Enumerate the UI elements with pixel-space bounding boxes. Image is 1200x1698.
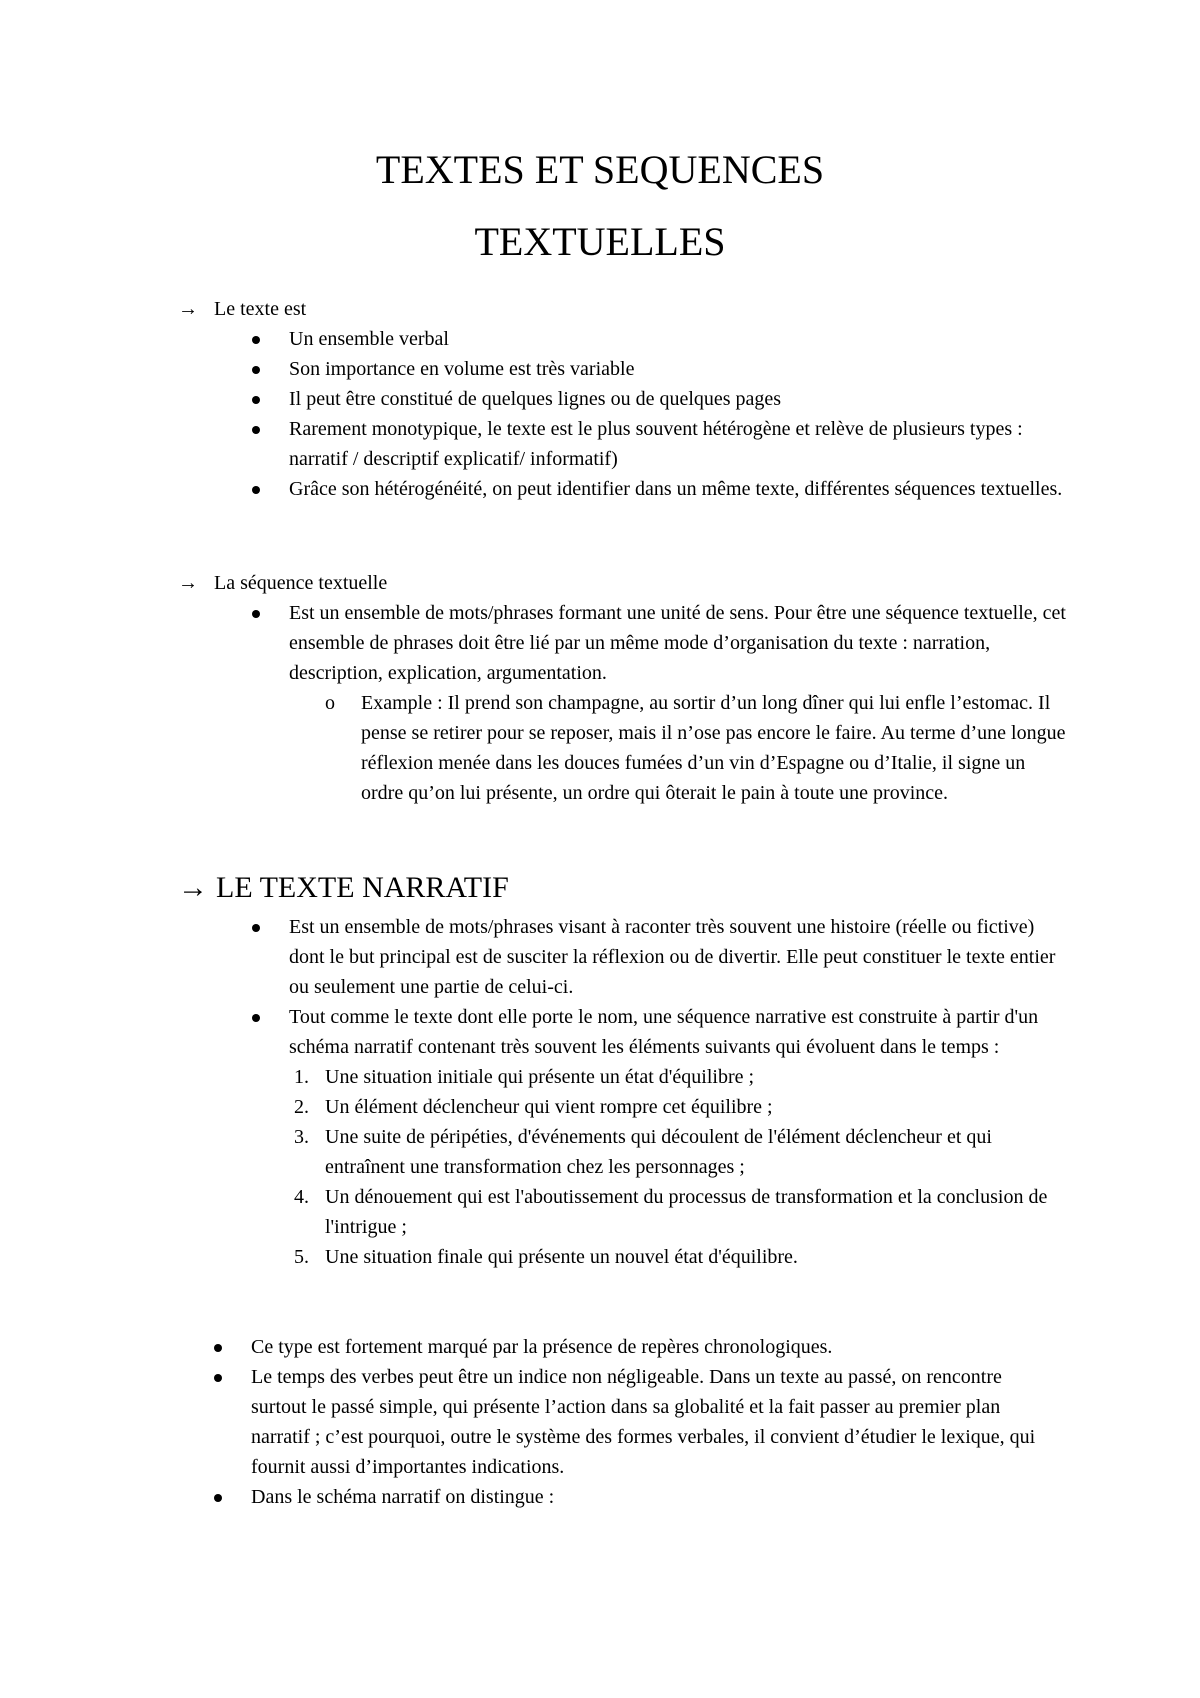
bullet-icon: [214, 1494, 222, 1502]
bullet-icon: [252, 1014, 260, 1022]
numbered-item-text: Une situation initiale qui présente un état d'équilibre ;: [325, 1066, 755, 1088]
list-item: [250, 1002, 1070, 1272]
numbered-item-text: Un dénouement qui est l'aboutissement du processus de transformation et la conclusion de l'intrigue ;: [325, 1186, 1048, 1238]
list-item: [250, 414, 1070, 474]
arrow-icon: →: [178, 298, 198, 320]
example-text: Example : Il prend son champagne, au sortir d’un long dîner qui lui enfle l’estomac. Il pense se retirer pour se reposer, mais il n’ose pas encore le faire. Au terme d’une longue réflexion menée dans les douces fumées d’un vin d’Espagne ou d’Italie, il signe un ordre qu’on lui présente, un ordre qui ôterait le pain à toute une province.: [361, 692, 1066, 804]
list-item-text: Le temps des verbes peut être un indice non négligeable. Dans un texte au passé, on rencontre surtout le passé simple, qui présente l’action dans sa globalité et la fait passer au premier plan narratif ; c’est pourquoi, outre le système des formes verbales, il convient d’étudier le lexique, qui fournit aussi d’importantes indications.: [251, 1366, 1036, 1478]
list-item-text: Son importance en volume est très variable: [289, 358, 635, 380]
numbered-item: [285, 1062, 1070, 1092]
bullet-icon: [252, 336, 260, 344]
numbered-item-text: Un élément déclencheur qui vient rompre cet équilibre ;: [325, 1096, 773, 1118]
numbered-item: [285, 1122, 1070, 1182]
bullet-icon: [252, 366, 260, 374]
item-number: 5.: [294, 1246, 309, 1268]
section-heading-narratif: [178, 870, 509, 906]
bullet-list-narratif: [250, 912, 1070, 1272]
item-number: 1.: [294, 1066, 309, 1088]
bullet-icon: [252, 610, 260, 618]
numbered-item: [285, 1092, 1070, 1122]
list-item-text: Grâce son hétérogénéité, on peut identifier dans un même texte, différentes séquences textuelles.: [289, 478, 1063, 500]
section-heading-texte: [178, 294, 306, 324]
document-title-line-1: TEXTES ET SEQUENCES: [375, 147, 825, 192]
document-title-line-2: TEXTUELLES: [474, 219, 726, 264]
item-number: 2.: [294, 1096, 309, 1118]
section-heading-label: Le texte est: [214, 298, 307, 320]
list-item-text: Est un ensemble de mots/phrases formant une unité de sens. Pour être une séquence textuelle, cet ensemble de phrases doit être lié par un même mode d’organisation du texte : narration, description, explication, argumentation.: [289, 602, 1066, 684]
list-item: [250, 354, 1070, 384]
list-item: [212, 1362, 1062, 1482]
list-item-text: Dans le schéma narratif on distingue :: [251, 1486, 555, 1508]
numbered-item: [285, 1182, 1070, 1242]
list-item: [212, 1482, 1062, 1512]
sub-list: [323, 688, 1070, 808]
list-item: [250, 912, 1070, 1002]
list-item: [250, 598, 1070, 808]
item-number: 4.: [294, 1186, 309, 1208]
numbered-item-text: Une suite de péripéties, d'événements qui découlent de l'élément déclencheur et qui entraînent une transformation chez les personnages ;: [325, 1126, 992, 1178]
bullet-icon: [252, 486, 260, 494]
list-item-text: Ce type est fortement marqué par la présence de repères chronologiques.: [251, 1336, 833, 1358]
section-heading-label: La séquence textuelle: [214, 572, 388, 594]
list-item-text: Un ensemble verbal: [289, 328, 449, 350]
list-item: [212, 1332, 1062, 1362]
list-item-text: Est un ensemble de mots/phrases visant à raconter très souvent une histoire (réelle ou fictive) dont le but principal est de susciter la réflexion ou de divertir. Elle peut constituer le texte entier ou seulement une partie de celui-ci.: [289, 916, 1056, 998]
bullet-icon: [252, 924, 260, 932]
bullet-icon: [252, 426, 260, 434]
circle-bullet-icon: o: [325, 692, 335, 714]
numbered-item: [285, 1242, 1070, 1272]
list-item: [250, 474, 1070, 504]
arrow-icon: →: [178, 871, 208, 904]
list-item: [250, 384, 1070, 414]
numbered-item-text: Une situation finale qui présente un nouvel état d'équilibre.: [325, 1246, 798, 1268]
bullet-list-texte: [250, 324, 1070, 504]
arrow-icon: →: [178, 572, 198, 594]
bullet-icon: [214, 1344, 222, 1352]
numbered-list: [285, 1062, 1070, 1272]
bullet-icon: [252, 396, 260, 404]
list-item-text: Tout comme le texte dont elle porte le nom, une séquence narrative est construite à partir d'un schéma narratif contenant très souvent les éléments suivants qui évoluent dans le temps :: [289, 1006, 1039, 1058]
section-heading-label: LE TEXTE NARRATIF: [216, 871, 509, 904]
bullet-list-sequence: [250, 598, 1070, 808]
list-item: [250, 324, 1070, 354]
item-number: 3.: [294, 1126, 309, 1148]
bullet-icon: [214, 1374, 222, 1382]
list-item-text: Rarement monotypique, le texte est le plus souvent hétérogène et relève de plusieurs types : narratif / descriptif explicatif/ informatif): [289, 418, 1023, 470]
bullet-list-bottom: [212, 1332, 1062, 1512]
example-item: [323, 688, 1070, 808]
list-item-text: Il peut être constitué de quelques lignes ou de quelques pages: [289, 388, 782, 410]
section-heading-sequence: [178, 568, 387, 598]
